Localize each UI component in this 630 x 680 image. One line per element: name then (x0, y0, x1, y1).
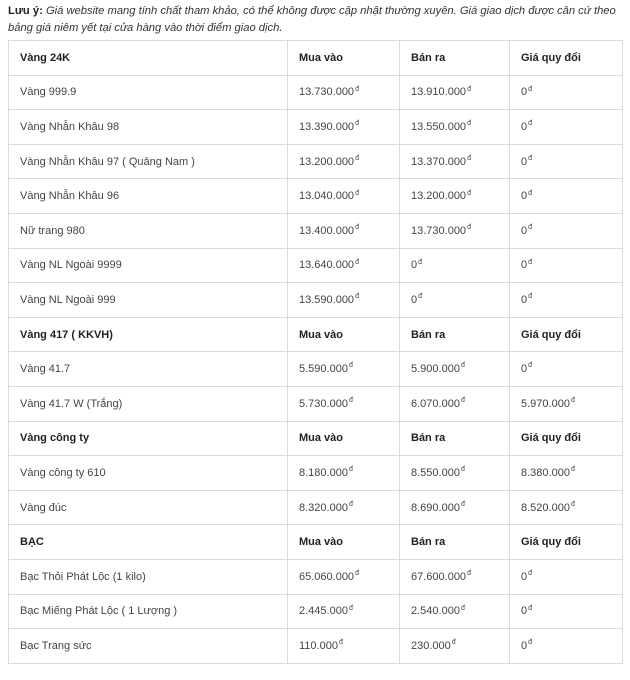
table-row (9, 179, 623, 214)
buy-price-cell (288, 559, 400, 594)
convert-price: 5.970.000 (521, 397, 570, 410)
item-name: Nữ trang 980 (20, 224, 85, 237)
currency-mark: đ (528, 189, 533, 197)
currency-mark: đ (528, 570, 533, 578)
currency-mark: đ (355, 120, 359, 128)
item-name-cell (9, 110, 288, 145)
buy-price-cell (288, 594, 400, 629)
buy-header: Mua vào (288, 41, 400, 76)
currency-mark: đ (528, 293, 533, 301)
buy-price: 13.390.000 (299, 120, 355, 133)
section-title: Vàng công ty (9, 421, 288, 456)
convert-header: Giá quy đổi (510, 41, 623, 76)
section-title: Vàng 417 ( KKVH) (9, 317, 288, 352)
buy-price: 13.200.000 (299, 155, 355, 168)
table-row (9, 75, 623, 110)
gold-price-table (8, 40, 623, 664)
sell-header: Bán ra (400, 421, 510, 456)
item-name: Vàng Nhẫn Khâu 96 (20, 190, 120, 203)
buy-price-cell (288, 213, 400, 248)
sell-price-cell (400, 490, 510, 525)
sell-price-cell (400, 629, 510, 664)
disclaimer-label: Lưu ý: (8, 5, 43, 17)
convert-price: 0 (521, 120, 528, 133)
currency-mark: đ (528, 154, 533, 162)
buy-header: Mua vào (288, 421, 400, 456)
buy-price-cell (288, 179, 400, 214)
sell-price: 13.550.000 (411, 120, 467, 133)
sell-price: 0 (411, 293, 418, 306)
currency-mark: đ (460, 500, 465, 508)
item-name: Vàng NL Ngoài 9999 (20, 259, 122, 272)
sell-price: 13.370.000 (411, 155, 467, 168)
convert-price-cell (510, 283, 623, 318)
item-name-cell (9, 352, 288, 387)
currency-mark: đ (528, 362, 533, 370)
buy-price-cell (288, 386, 400, 421)
buy-price: 65.060.000 (299, 570, 355, 583)
convert-price-cell (510, 110, 623, 145)
buy-price-cell (288, 456, 400, 491)
buy-price-cell (288, 352, 400, 387)
buy-price-cell (288, 144, 400, 179)
convert-price-cell (510, 144, 623, 179)
convert-price: 0 (521, 259, 528, 272)
convert-price-cell (510, 456, 623, 491)
section-header-row (9, 525, 623, 560)
convert-price: 8.380.000 (521, 466, 570, 479)
convert-header: Giá quy đổi (510, 317, 623, 352)
sell-price: 8.690.000 (411, 501, 460, 514)
currency-mark: đ (348, 500, 353, 508)
buy-price: 5.730.000 (299, 397, 348, 410)
sell-price: 13.730.000 (411, 224, 467, 237)
currency-mark: đ (528, 604, 533, 612)
item-name: Vàng Nhẫn Khâu 97 ( Quảng Nam ) (20, 155, 195, 168)
currency-mark: đ (348, 466, 353, 474)
buy-price: 13.400.000 (299, 224, 355, 237)
item-name-cell (9, 629, 288, 664)
disclaimer-text: Giá website mang tính chất tham khảo, có thể không được cập nhật thường xuyên. Giá giao dịch được căn cứ theo bảng giá niêm yết tại cửa hàng vào thời điểm giao dịch. (8, 5, 616, 34)
currency-mark: đ (338, 639, 343, 647)
disclaimer-note (8, 3, 622, 37)
table-row (9, 352, 623, 387)
item-name-cell (9, 144, 288, 179)
section-header-row (9, 41, 623, 76)
item-name: Vàng Nhẫn Khâu 98 (20, 120, 120, 133)
buy-price-cell (288, 110, 400, 145)
item-name: Vàng 999.9 (20, 86, 77, 99)
convert-price: 0 (521, 155, 528, 168)
convert-header: Giá quy đổi (510, 421, 623, 456)
item-name-cell (9, 386, 288, 421)
sell-price: 13.910.000 (411, 86, 467, 99)
item-name: Vàng đúc (20, 501, 67, 514)
currency-mark: đ (528, 85, 533, 93)
buy-price-cell (288, 75, 400, 110)
sell-price-cell (400, 283, 510, 318)
item-name-cell (9, 594, 288, 629)
buy-price: 2.445.000 (299, 605, 348, 618)
currency-mark: đ (528, 639, 533, 647)
sell-price-cell (400, 213, 510, 248)
currency-mark: đ (528, 120, 533, 128)
currency-mark: đ (467, 85, 471, 93)
sell-price-cell (400, 110, 510, 145)
sell-price-cell (400, 352, 510, 387)
section-title: Vàng 24K (9, 41, 288, 76)
currency-mark: đ (418, 258, 423, 266)
sell-price: 67.600.000 (411, 570, 467, 583)
section-title: BẠC (9, 525, 288, 560)
convert-price-cell (510, 213, 623, 248)
sell-header: Bán ra (400, 317, 510, 352)
item-name: Bạc Trang sức (20, 639, 92, 652)
sell-price: 8.550.000 (411, 466, 460, 479)
sell-price: 13.200.000 (411, 190, 467, 203)
convert-price: 0 (521, 293, 528, 306)
currency-mark: đ (355, 570, 359, 578)
sell-price: 2.540.000 (411, 605, 460, 618)
buy-price-cell (288, 248, 400, 283)
sell-price-cell (400, 248, 510, 283)
buy-price-cell (288, 629, 400, 664)
sell-price-cell (400, 386, 510, 421)
table-row (9, 594, 623, 629)
table-row (9, 386, 623, 421)
currency-mark: đ (467, 154, 471, 162)
buy-price: 13.590.000 (299, 293, 355, 306)
convert-price-cell (510, 248, 623, 283)
sell-price-cell (400, 179, 510, 214)
buy-price: 8.320.000 (299, 501, 348, 514)
convert-price-cell (510, 75, 623, 110)
convert-price-cell (510, 594, 623, 629)
currency-mark: đ (348, 362, 353, 370)
buy-price: 13.040.000 (299, 190, 355, 203)
currency-mark: đ (355, 189, 359, 197)
convert-price: 0 (521, 639, 528, 652)
convert-price: 0 (521, 86, 528, 99)
convert-price: 0 (521, 605, 528, 618)
buy-price-cell (288, 283, 400, 318)
convert-header: Giá quy đổi (510, 525, 623, 560)
item-name-cell (9, 179, 288, 214)
sell-price-cell (400, 559, 510, 594)
sell-price: 5.900.000 (411, 363, 460, 376)
currency-mark: đ (348, 604, 353, 612)
item-name-cell (9, 559, 288, 594)
buy-price: 13.730.000 (299, 86, 355, 99)
price-table-body (9, 41, 623, 664)
currency-mark: đ (467, 120, 471, 128)
table-row (9, 629, 623, 664)
currency-mark: đ (467, 189, 471, 197)
convert-price-cell (510, 490, 623, 525)
currency-mark: đ (570, 397, 575, 405)
sell-price-cell (400, 144, 510, 179)
currency-mark: đ (467, 570, 471, 578)
table-row (9, 456, 623, 491)
convert-price-cell (510, 352, 623, 387)
buy-header: Mua vào (288, 317, 400, 352)
currency-mark: đ (348, 397, 353, 405)
buy-price: 13.640.000 (299, 259, 355, 272)
item-name-cell (9, 456, 288, 491)
item-name-cell (9, 75, 288, 110)
currency-mark: đ (418, 293, 423, 301)
currency-mark: đ (467, 224, 471, 232)
item-name: Bạc Miếng Phát Lộc ( 1 Lượng ) (20, 605, 178, 618)
convert-price: 0 (521, 190, 528, 203)
sell-price-cell (400, 456, 510, 491)
table-row (9, 490, 623, 525)
convert-price: 0 (521, 570, 528, 583)
table-row (9, 213, 623, 248)
sell-header: Bán ra (400, 41, 510, 76)
item-name-cell (9, 213, 288, 248)
convert-price: 0 (521, 224, 528, 237)
sell-price: 6.070.000 (411, 397, 460, 410)
item-name-cell (9, 283, 288, 318)
buy-price: 8.180.000 (299, 466, 348, 479)
item-name-cell (9, 490, 288, 525)
table-row (9, 248, 623, 283)
buy-price-cell (288, 490, 400, 525)
sell-price: 0 (411, 259, 418, 272)
convert-price-cell (510, 559, 623, 594)
currency-mark: đ (355, 258, 359, 266)
currency-mark: đ (570, 500, 575, 508)
item-name: Vàng công ty 610 (20, 466, 106, 479)
currency-mark: đ (355, 293, 359, 301)
sell-header: Bán ra (400, 525, 510, 560)
buy-price: 110.000 (299, 639, 338, 652)
table-row (9, 559, 623, 594)
section-header-row (9, 317, 623, 352)
currency-mark: đ (528, 258, 533, 266)
buy-header: Mua vào (288, 525, 400, 560)
currency-mark: đ (460, 604, 465, 612)
table-row (9, 283, 623, 318)
buy-price: 5.590.000 (299, 363, 348, 376)
convert-price: 0 (521, 363, 528, 376)
currency-mark: đ (528, 224, 533, 232)
currency-mark: đ (451, 639, 456, 647)
convert-price-cell (510, 386, 623, 421)
sell-price: 230.000 (411, 639, 451, 652)
convert-price: 8.520.000 (521, 501, 570, 514)
currency-mark: đ (460, 466, 465, 474)
currency-mark: đ (460, 362, 465, 370)
currency-mark: đ (355, 224, 359, 232)
section-header-row (9, 421, 623, 456)
table-row (9, 144, 623, 179)
item-name: Vàng NL Ngoài 999 (20, 293, 116, 306)
item-name: Vàng 41.7 (20, 363, 71, 376)
convert-price-cell (510, 629, 623, 664)
sell-price-cell (400, 75, 510, 110)
currency-mark: đ (570, 466, 575, 474)
currency-mark: đ (460, 397, 465, 405)
item-name: Vàng 41.7 W (Trắng) (20, 397, 123, 410)
sell-price-cell (400, 594, 510, 629)
currency-mark: đ (355, 154, 359, 162)
convert-price-cell (510, 179, 623, 214)
item-name-cell (9, 248, 288, 283)
currency-mark: đ (355, 85, 359, 93)
table-row (9, 110, 623, 145)
item-name: Bạc Thỏi Phát Lộc (1 kilo) (20, 570, 146, 583)
